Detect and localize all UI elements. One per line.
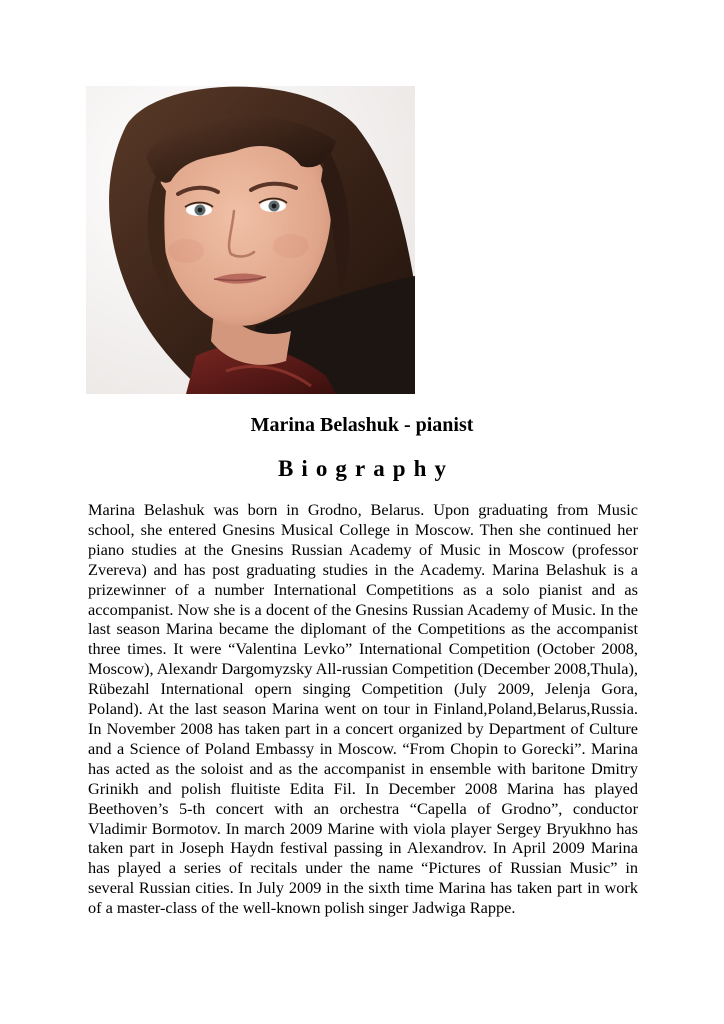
portrait-illustration [86,86,415,394]
biography-text: Marina Belashuk was born in Grodno, Belarus. Upon graduating from Music school, she entered Gnesins Musical College in Moscow. Then she continued her piano studies at the Gnesins Russian Academy of Music in Moscow (professor Zvereva) and has post graduating studies in the Academy. Marina Belashuk is a prizewinner of a number International Competitions as a solo pianist and as accompanist. Now she is a docent of the Gnesins Russian Academy of Music. In the last season Marina became the diplomant of the Competitions as the accompanist three times. It were “Valentina Levko” International Competition (October 2008, Moscow), Alexandr Dargomyzsky All-russian Competition (December 2008,Thula), Rübezahl International opern singing Competition (July 2009, Jelenja Gora, Poland). At the last season Marina went on tour in Finland,Poland,Belarus,Russia. In November 2008 has taken part in a concert organized by Department of Culture and a Science of Poland Embassy in Moscow. “From Chopin to Gorecki”. Marina has acted as the soloist and as the accompanist in ensemble with baritone Dmitry Grinikh and polish fluitiste Edita Fil. In December 2008 Marina has played Beethoven’s 5-th concert with an orchestra “Capella of Grodno”, conductor Vladimir Bormotov. In march 2009 Marine with viola player Sergey Bryukhno has taken part in Joseph Haydn festival passing in Alexandrov. In April 2009 Marina has played a series of recitals under the name “Pictures of Russian Music” in several Russian cities. In July 2009 in the sixth time Marina has taken part in work of a master-class of the well-known polish singer Jadwiga Rappe. [88,500,638,918]
section-heading: Biography [278,456,455,481]
portrait-photo [86,86,415,394]
page-title: Marina Belashuk - pianist [250,414,474,436]
